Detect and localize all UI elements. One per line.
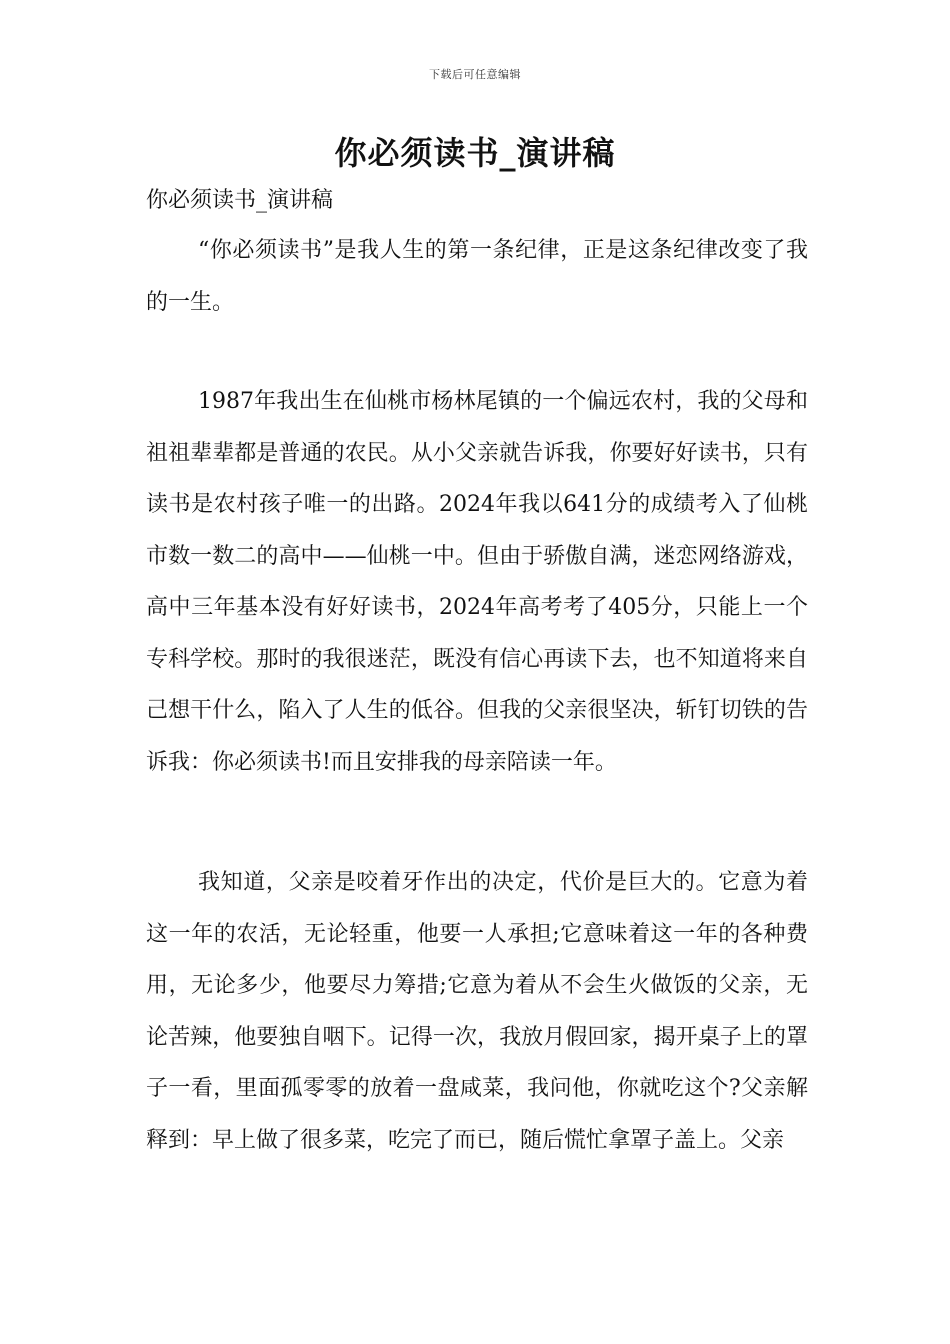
paragraph-3: 我知道，父亲是咬着牙作出的决定，代价是巨大的。它意为着这一年的农活，无论轻重，他要一人承担;它意味着这一年的各种费用，无论多少，他要尽力筹措;它意为着从不会生火做饭的父亲，无论苦辣，他要独自咽下。记得一次，我放月假回家，揭开桌子上的罩子一看，里面孤零零的放着一盘咸菜，我问他，你就吃这个?父亲解释到：早上做了很多菜，吃完了而已，随后慌忙拿罩子盖上。父亲 (146, 870, 808, 1153)
document-subtitle: 你必须读书_演讲稿 (146, 188, 334, 213)
paragraph-2: 1987年我出生在仙桃市杨林尾镇的一个偏远农村，我的父母和祖祖辈辈都是普通的农民。从小父亲就告诉我，你要好好读书，只有读书是农村孩子唯一的出路。2024年我以641分的成绩考入了仙桃市数一数二的高中——仙桃一中。但由于骄傲自满，迷恋网络游戏，高中三年基本没有好好读书，2024年高考考了405分，只能上一个专科学校。那时的我很迷茫，既没有信心再读下去，也不知道将来自己想干什么，陷入了人生的低谷。但我的父亲很坚决，斩钉切铁的告诉我：你必须读书!而且安排我的母亲陪读一年。 (146, 389, 808, 775)
document-title: 你必须读书_演讲稿 (334, 134, 616, 172)
header-note: 下载后可任意编辑 (429, 68, 521, 81)
paragraph-1: “你必须读书”是我人生的第一条纪律，正是这条纪律改变了我的一生。 (146, 238, 808, 315)
